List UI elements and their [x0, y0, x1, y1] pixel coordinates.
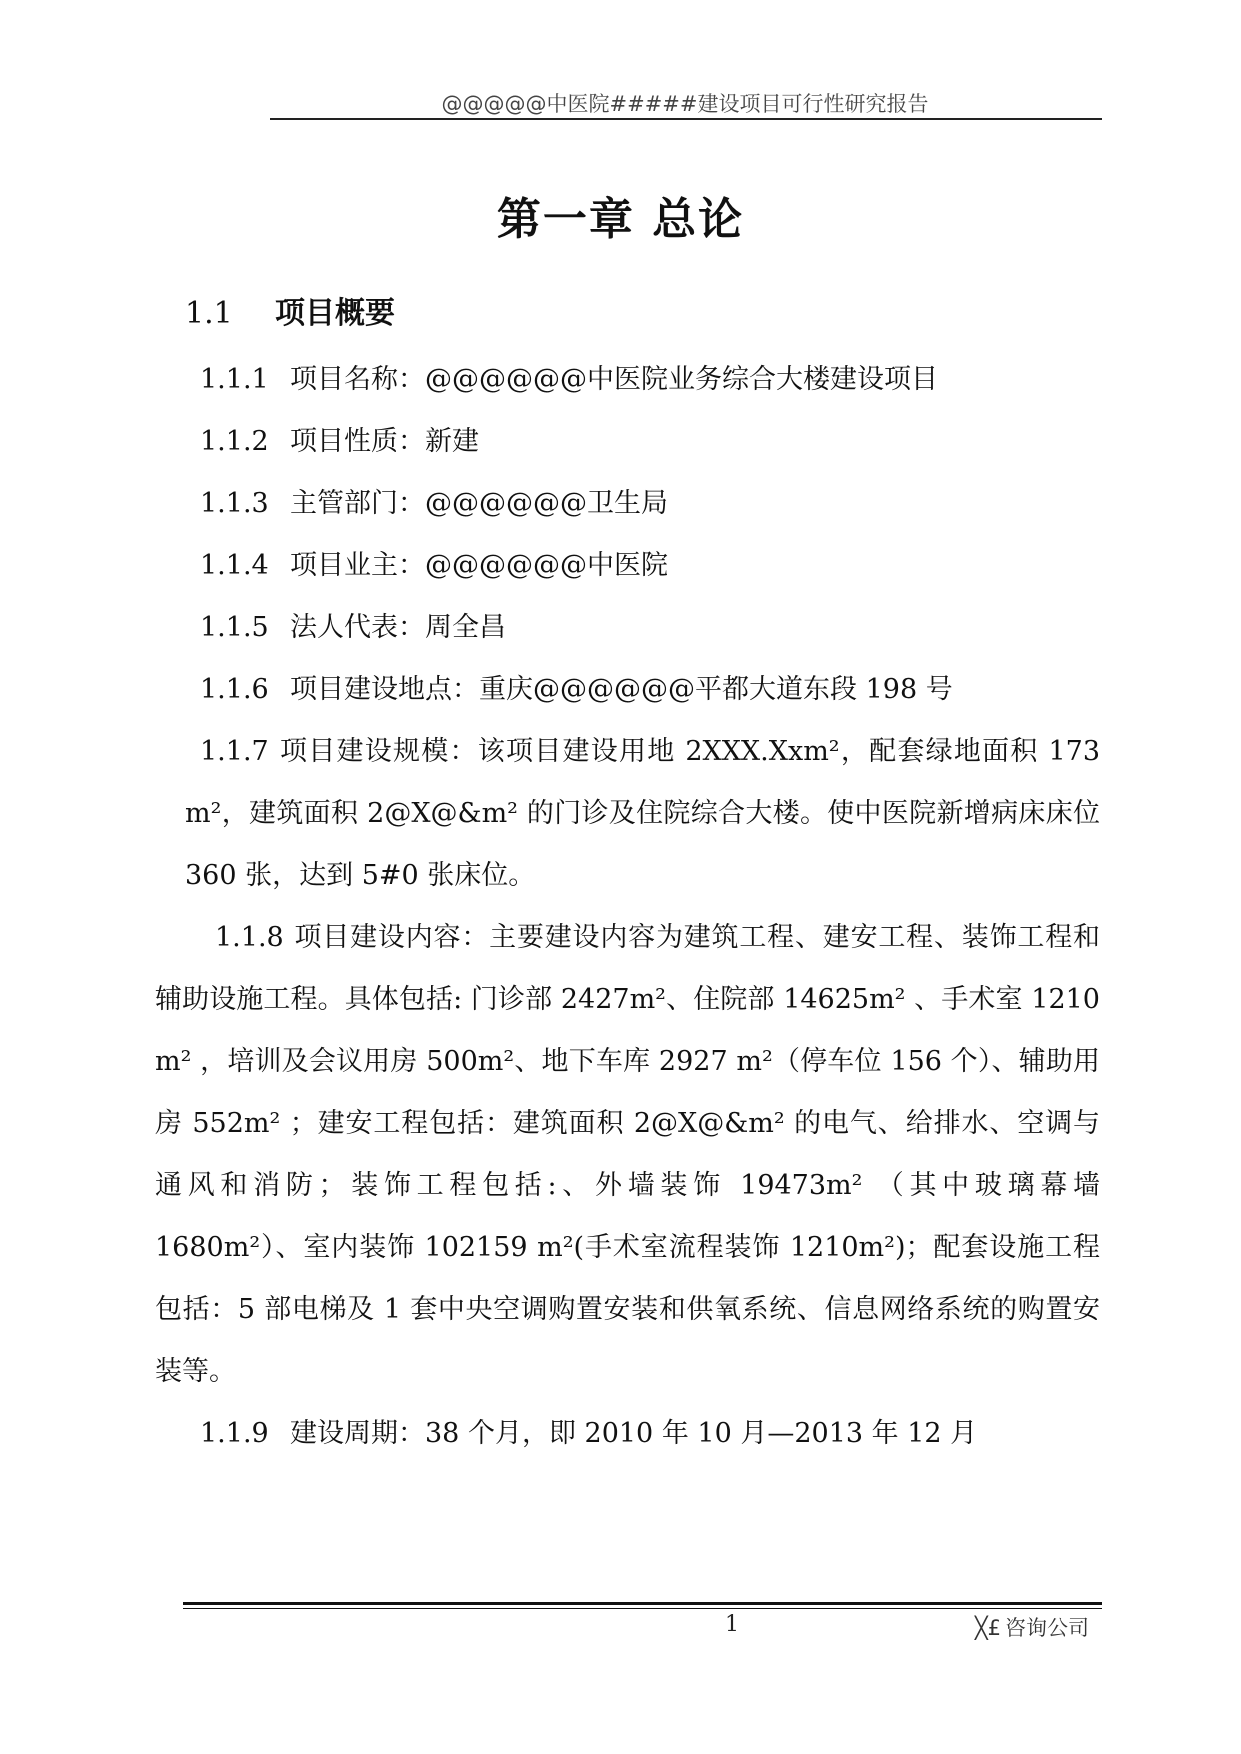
page-number: 1: [725, 1612, 739, 1637]
item-number: 1.1.4: [200, 550, 269, 581]
item-text: 建设周期：38 个月，即 2010 年 10 月—2013 年 12 月: [290, 1418, 978, 1449]
item-number: 1.1.5: [200, 612, 269, 643]
list-item: [200, 597, 506, 659]
scale-paragraph: [185, 721, 1100, 907]
section-heading: [185, 288, 395, 332]
item-text: 项目建设规模：该项目建设用地 2XXX.Xxm²，配套绿地面积 173 m²，建筑面积 2@X@&m² 的门诊及住院综合大楼。使中医院新增病床床位 360 张，达到 5#0 张床位。: [185, 736, 1100, 891]
list-item: [200, 535, 668, 597]
company-mark: ╳£: [975, 1616, 1002, 1640]
item-text: 项目建设内容：主要建设内容为建筑工程、建安工程、装饰工程和辅助设施工程。具体包括: 门诊部 2427m²、住院部 14625m² 、手术室 1210 m² ，培训及会议用房 500m²、地下车库 2927 m²（停车位 156 个）、辅助用房 552m² ；建安工程包括：建筑面积 2@X@&m² 的电气、给排水、空调与通风和消防；装饰工程包括:、外墙装饰 19473m² （其中玻璃幕墙 1680m²）、室内装饰 102159 m²(手术室流程装饰 1210m²)；配套设施工程包括：5 部电梯及 1 套中央空调购置安装和供氧系统、信息网络系统的购置安装等。: [155, 922, 1100, 1387]
item-number: 1.1.1: [200, 364, 269, 395]
header-rule: [270, 118, 1102, 120]
list-item: [200, 349, 938, 411]
section-number: 1.1: [185, 296, 233, 331]
list-item: [200, 473, 668, 535]
running-header: @@@@@中医院#####建设项目可行性研究报告: [441, 92, 929, 116]
item-number: 1.1.2: [200, 426, 269, 457]
company-name: [975, 1612, 1089, 1642]
item-text: 项目性质：新建: [290, 426, 479, 457]
company-label: 咨询公司: [1005, 1616, 1090, 1640]
item-number: 1.1.7: [200, 736, 269, 767]
item-text: 项目业主：@@@@@@中医院: [290, 550, 668, 581]
item-number: 1.1.9: [200, 1418, 269, 1449]
list-item: [200, 659, 953, 721]
item-text: 主管部门：@@@@@@卫生局: [290, 488, 668, 519]
footer-rule-thin: [183, 1608, 1102, 1609]
chapter-title: 第一章 总论: [496, 194, 745, 245]
item-number: 1.1.3: [200, 488, 269, 519]
list-item: [200, 1403, 977, 1465]
footer-rule: [183, 1602, 1102, 1605]
item-text: 法人代表：周全昌: [290, 612, 506, 643]
item-number: 1.1.8: [215, 922, 284, 953]
item-text: 项目名称：@@@@@@中医院业务综合大楼建设项目: [290, 364, 938, 395]
item-number: 1.1.6: [200, 674, 269, 705]
list-item: [200, 411, 479, 473]
section-title: 项目概要: [275, 296, 395, 331]
content-paragraph: [155, 907, 1100, 1403]
item-text: 项目建设地点：重庆@@@@@@平都大道东段 198 号: [290, 674, 953, 705]
